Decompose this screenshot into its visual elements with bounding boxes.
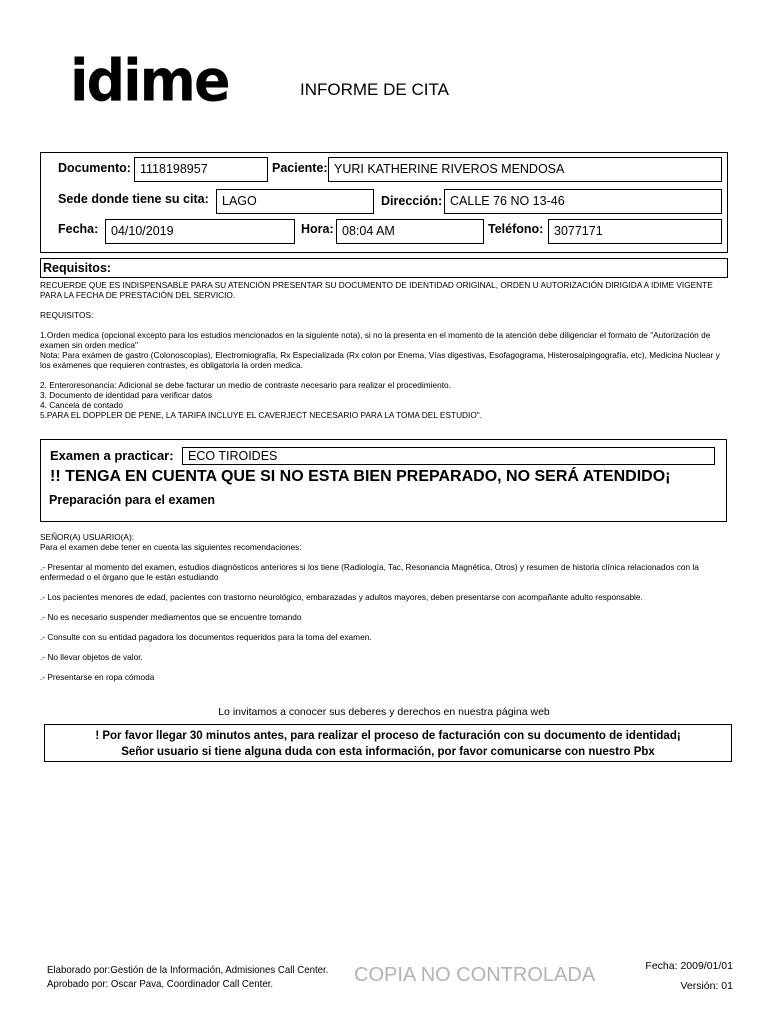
requisitos-heading: Requisitos:: [40, 258, 728, 278]
notice-line-1: ! Por favor llegar 30 minutos antes, para realizar el proceso de facturación con su documento de identidad¡: [95, 730, 681, 742]
page-title: INFORME DE CITA: [300, 80, 449, 99]
watermark-copia: COPIA NO CONTROLADA: [354, 964, 596, 986]
requisitos-line: Nota: Para exámen de gastro (Colonoscopias), Electromiografía, Rx Especializada (Rx colon por Enema, Vías digestivas, Esofagograma, Histerosalpingografía, etc), Medicina Nuclear y los exámenes que requieren contrastes, es obligatoria la orden medica.: [40, 350, 720, 370]
hora-label: Hora:: [301, 222, 334, 236]
requisitos-line: REQUISITOS:: [40, 310, 94, 320]
documento-field: 1118198957: [134, 157, 268, 182]
recomendaciones-text: [40, 532, 740, 682]
requisitos-line: 1.Orden medica (opcional excepto para los estudios mencionados en la siguiente nota), si no la presenta en el momento de la atención debe diligenciar el formato de "Autorización de examen sin orden medica": [40, 330, 711, 350]
requisitos-line: RECUERDE QUE ES INDISPENSABLE PARA SU ATENCIÓN PRESENTAR SU DOCUMENTO DE IDENTIDAD ORIGINAL, ORDEN U AUTORIZACIÓN DIRIGIDA A IDIME VIGENTE PARA LA FECHA DE PRESTACIÓN DEL SERVICIO.: [40, 280, 713, 300]
idime-logo: idime: [70, 46, 229, 115]
recomendaciones-line: .- Los pacientes menores de edad, pacientes con trastorno neurológico, embarazadas y adultos mayores, deben presentarse con acompañante adulto responsable.: [40, 592, 643, 602]
requisitos-line: 4. Cancela de contado: [40, 400, 124, 410]
direccion-label: Dirección:: [381, 194, 443, 208]
recomendaciones-line: .- Presentarse en ropa cómoda: [40, 672, 155, 682]
examen-field: ECO TIROIDES: [182, 447, 715, 465]
requisitos-text: [40, 280, 732, 420]
telefono-field: 3077171: [548, 219, 722, 244]
direccion-field: CALLE 76 NO 13-46: [444, 189, 722, 214]
recomendaciones-line: SEÑOR(A) USUARIO(A):: [40, 532, 135, 542]
sede-label: Sede donde tiene su cita:: [58, 192, 209, 206]
footer-fecha: Fecha: 2009/01/01: [645, 960, 733, 972]
invite-text: Lo invitamos a conocer sus deberes y derechos en nuestra página web: [218, 706, 550, 718]
hora-field: 08:04 AM: [336, 219, 484, 244]
requisitos-line: 3. Documento de identidad para verificar datos: [40, 390, 213, 400]
requisitos-line: 2. Enteroresonancia: Adicional se debe facturar un medio de contraste necesario para realizar el procedimiento.: [40, 380, 451, 390]
examen-warning: !! TENGA EN CUENTA QUE SI NO ESTA BIEN PREPARADO, NO SERÁ ATENDIDO¡: [50, 468, 671, 485]
fecha-label: Fecha:: [58, 222, 99, 236]
examen-label: Examen a practicar:: [50, 448, 174, 463]
recomendaciones-line: Para el examen debe tener en cuenta las siguientes recomendaciones:: [40, 542, 302, 552]
notice-line-2: Señor usuario si tiene alguna duda con esta información, por favor comunicarse con nuestro Pbx: [121, 746, 655, 758]
paciente-label: Paciente:: [272, 161, 328, 175]
footer-version: Versión: 01: [680, 980, 733, 992]
footer-elaborado: Elaborado por:Gestión de la Información, Admisiones Call Center.: [47, 964, 329, 976]
documento-label: Documento:: [58, 161, 131, 175]
requisitos-line: 5.PARA EL DOPPLER DE PENE, LA TARIFA INCLUYE EL CAVERJECT NECESARIO PARA LA TOMA DEL ESTUDIO".: [40, 410, 483, 420]
recomendaciones-line: .- Presentar al momento del examen, estudios diagnósticos anteriores si los tiene (Radiología, Tac, Resonancia Magnética, Otros) y resumen de historia clínica relacionados con la enfermedad o el órgano que le están estudiando: [40, 562, 699, 582]
paciente-field: YURI KATHERINE RIVEROS MENDOSA: [328, 157, 722, 182]
notice-box: [44, 724, 732, 762]
recomendaciones-line: .- No es necesario suspender mediamentos que se encuentre tomando: [40, 612, 302, 622]
footer-aprobado: Aprobado por: Oscar Pava, Coordinador Call Center.: [47, 978, 274, 990]
telefono-label: Teléfono:: [488, 222, 544, 236]
preparacion-title: Preparación para el examen: [49, 493, 216, 507]
fecha-field: 04/10/2019: [105, 219, 295, 244]
sede-field: LAGO: [216, 189, 374, 214]
recomendaciones-line: .- Consulte con su entidad pagadora los documentos requeridos para la toma del examen.: [40, 632, 372, 642]
recomendaciones-line: .- No llevar objetos de valor.: [40, 652, 143, 662]
